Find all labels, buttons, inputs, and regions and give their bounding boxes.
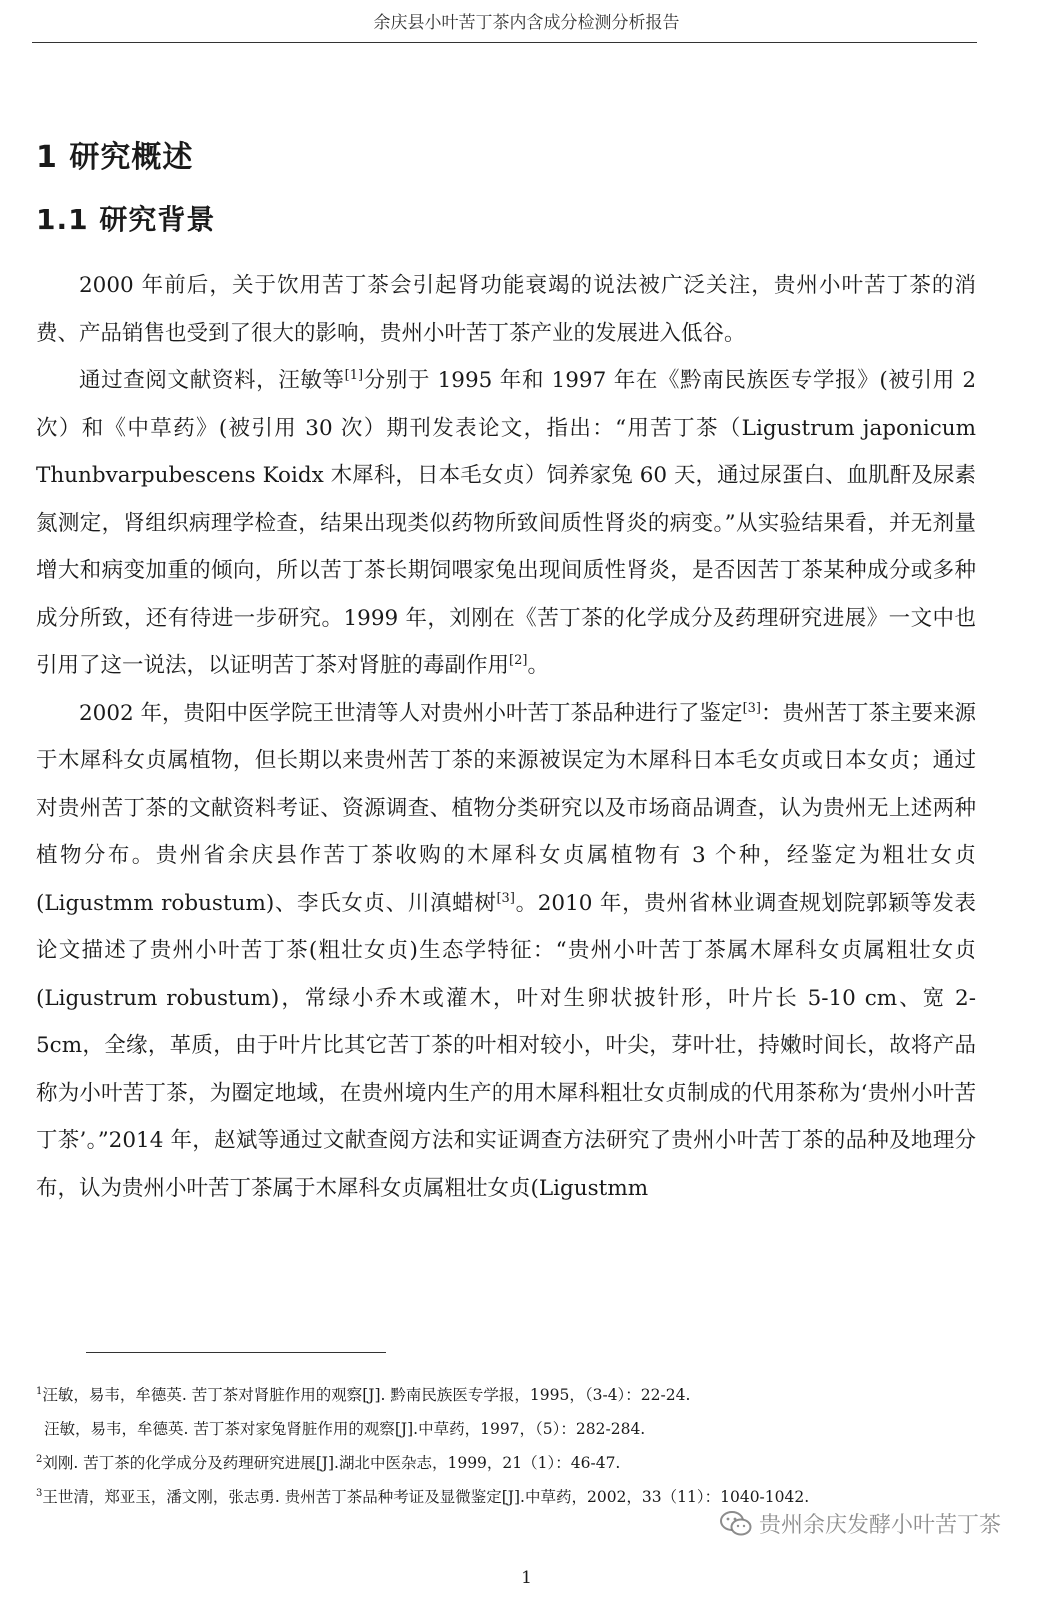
footnote-mark: 3 (36, 1487, 43, 1499)
footnote-text: 汪敏，易韦，牟德英. 苦丁茶对家兔肾脏作用的观察[J].中草药，1997，（5）：282-284. (44, 1420, 646, 1438)
citation-marker: [2] (509, 652, 528, 668)
footnote-mark: 1 (36, 1385, 43, 1397)
citation-marker: [1] (344, 367, 364, 383)
footnote-2 (36, 1446, 976, 1480)
footnote-text: 王世清，郑亚玉，潘文刚，张志勇. 贵州苦丁茶品种考证及显微鉴定[J].中草药，2002，33（11）：1040-1042. (42, 1488, 810, 1506)
footnote-1b (36, 1412, 976, 1446)
paragraph-2-text-c: 。 (527, 653, 549, 678)
watermark (719, 1508, 1001, 1539)
section-title: 1.1 研究背景 (36, 203, 216, 236)
footnote-mark: 2 (36, 1453, 43, 1465)
citation-marker: [3] (496, 890, 515, 906)
footnote-text: 汪敏，易韦，牟德英. 苦丁茶对肾脏作用的观察[J]. 黔南民族医专学报，1995，（3-4）：22-24. (42, 1386, 691, 1404)
footnote-text: 刘刚. 苦丁茶的化学成分及药理研究进展[J].湖北中医杂志，1999，21（1）：46-47. (42, 1454, 621, 1472)
footnote-rule (86, 1352, 386, 1353)
wechat-icon (719, 1510, 753, 1538)
paragraph-3-text-c: 。2010 年，贵州省林业调查规划院郭颖等发表论文描述了贵州小叶苦丁茶(粗壮女贞)生态学特征：“贵州小叶苦丁茶属木犀科女贞属粗壮女贞(Ligustrum robustum)，常绿小乔木或灌木，叶对生卵状披针形，叶片长 5-10 cm、宽 2-5cm，全缘，革质，由于叶片比其它苦丁茶的叶相对较小，叶尖，芽叶壮，持嫩时间长，故将产品称为小叶苦丁茶，为圈定地域，在贵州境内生产的用木犀科粗壮女贞制成的代用茶称为‘贵州小叶苦丁茶’。”2014 年，赵斌等通过文献查阅方法和实证调查方法研究了贵州小叶苦丁茶的品种及地理分布，认为贵州小叶苦丁茶属于木犀科女贞属粗壮女贞(Ligustmm (36, 890, 976, 1201)
paragraph-1-text: 2000 年前后，关于饮用苦丁茶会引起肾功能衰竭的说法被广泛关注，贵州小叶苦丁茶的消费、产品销售也受到了很大的影响，贵州小叶苦丁茶产业的发展进入低谷。 (36, 273, 976, 346)
paragraph-2-text-b: 分别于 1995 年和 1997 年在《黔南民族医专学报》(被引用 2 次）和《中草药》(被引用 30 次）期刊发表论文，指出：“用苦丁茶（Ligustrum japonicum Thunbvarpubescens Koidx 木犀科，日本毛女贞）饲养家兔 60 天，通过尿蛋白、血肌酐及尿素氮测定，肾组织病理学检查，结果出现类似药物所致间质性肾炎的病变。”从实验结果看，并无剂量增大和病变加重的倾向，所以苦丁茶长期饲喂家兔出现间质性肾炎，是否因苦丁茶某种成分或多种成分所致，还有待进一步研究。1999 年，刘刚在《苦丁茶的化学成分及药理研究进展》一文中也引用了这一说法，以证明苦丁茶对肾脏的毒副作用 (36, 368, 976, 678)
watermark-text: 贵州余庆发酵小叶苦丁茶 (758, 1513, 1001, 1538)
paragraph-3-text-b: ：贵州苦丁茶主要来源于木犀科女贞属植物，但长期以来贵州苦丁茶的来源被误定为木犀科日本毛女贞或日本女贞；通过对贵州苦丁茶的文献资料考证、资源调查、植物分类研究以及市场商品调查，认为贵州无上述两种植物分布。贵州省余庆县作苦丁茶收购的木犀科女贞属植物有 3 个种，经鉴定为粗壮女贞(Ligustmm robustum)、李氏女贞、川滇蜡树 (36, 700, 976, 916)
header-rule (32, 42, 977, 43)
chapter-title: 1 研究概述 (36, 140, 194, 175)
paragraph-1 (36, 262, 976, 357)
paragraph-3 (36, 690, 976, 1213)
paragraph-3-text-a: 2002 年，贵阳中医学院王世清等人对贵州小叶苦丁茶品种进行了鉴定 (79, 700, 743, 726)
citation-marker: [3] (742, 700, 761, 716)
footnotes (36, 1378, 976, 1514)
body-text (36, 262, 976, 1212)
footnote-1 (36, 1378, 976, 1412)
paragraph-2 (36, 357, 976, 690)
paragraph-2-text-a: 通过查阅文献资料，汪敏等 (79, 368, 345, 393)
running-header: 余庆县小叶苦丁茶内含成分检测分析报告 (373, 13, 680, 33)
page-number: 1 (521, 1568, 532, 1588)
